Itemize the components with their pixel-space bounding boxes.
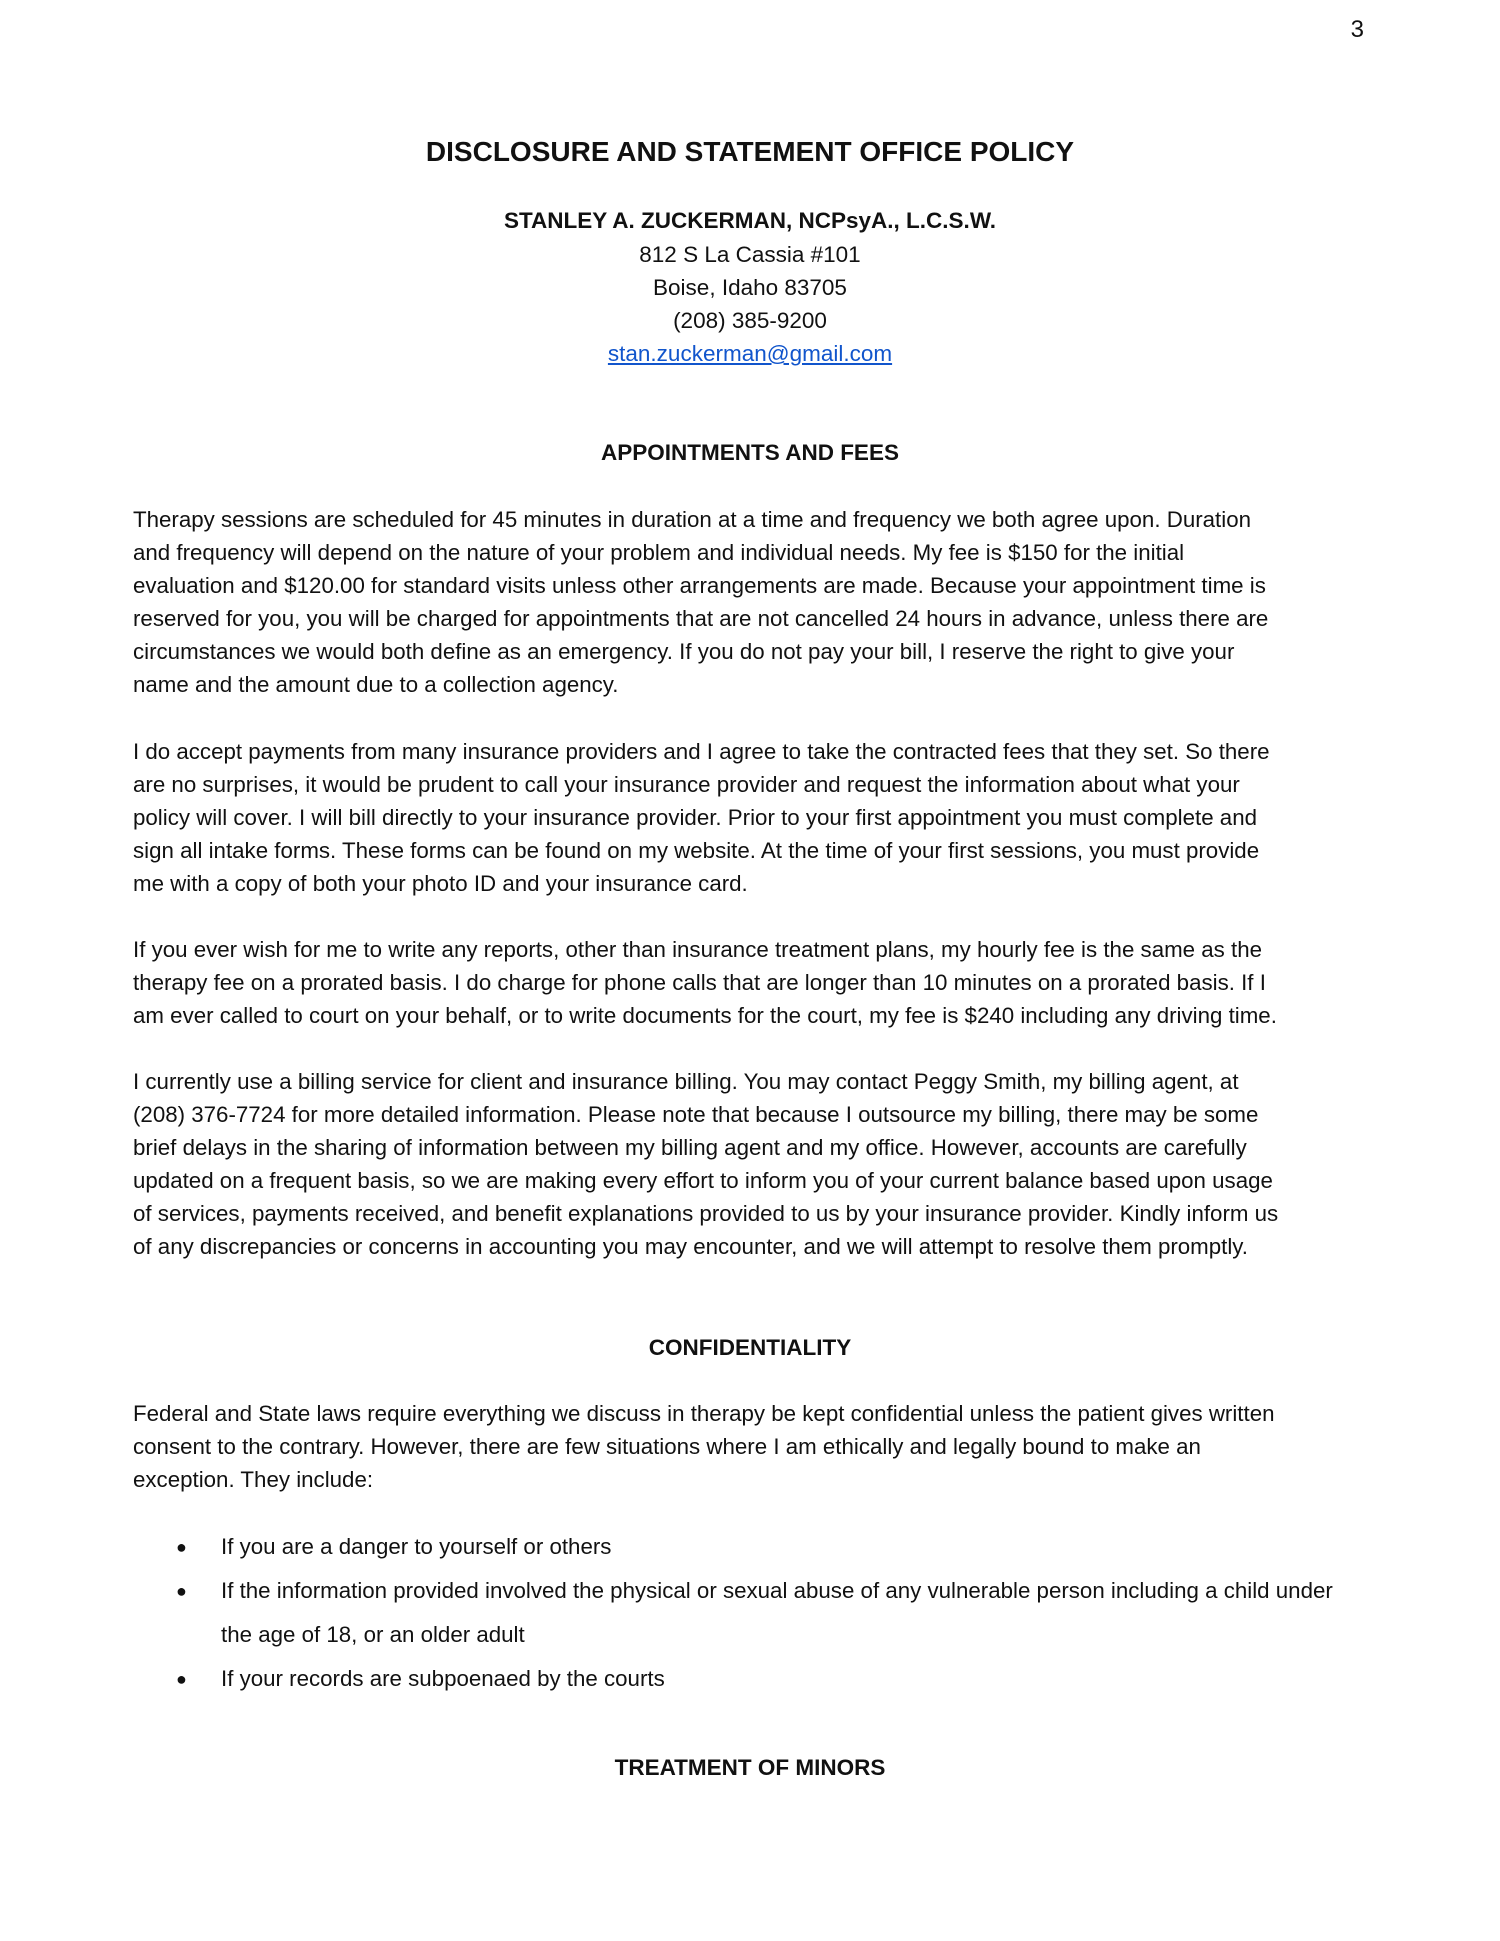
text-line: therapy fee on a prorated basis. I do charge for phone calls that are longer than 10 minutes on a prorated basis. If I (133, 970, 1266, 995)
text-line: am ever called to court on your behalf, or to write documents for the court, my fee is $240 including any driving time. (133, 1003, 1277, 1028)
appointments-paragraph-4 (133, 1065, 1373, 1263)
text-line: me with a copy of both your photo ID and your insurance card. (133, 871, 748, 896)
appointments-paragraph-1 (133, 503, 1373, 701)
text-line: updated on a frequent basis, so we are making every effort to inform you of your current balance based upon usage (133, 1168, 1273, 1193)
text-line: policy will cover. I will bill directly to your insurance provider. Prior to your first appointment you must complete and (133, 805, 1257, 830)
list-item (133, 1525, 1373, 1569)
list-item-text: If you are a danger to yourself or others (221, 1534, 612, 1559)
text-line: name and the amount due to a collection agency. (133, 672, 619, 697)
appointments-paragraph-3 (133, 933, 1373, 1032)
treatment-of-minors-heading: TREATMENT OF MINORS (614, 1755, 886, 1780)
exceptions-list (133, 1525, 1373, 1701)
bullet-icon: ● (176, 1581, 187, 1601)
text-line: brief delays in the sharing of information between my billing agent and my office. However, accounts are carefully (133, 1135, 1247, 1160)
list-item (133, 1657, 1373, 1701)
text-line: I do accept payments from many insurance providers and I agree to take the contracted fees that they set. So there (133, 739, 1270, 764)
confidentiality-heading: CONFIDENTIALITY (648, 1335, 852, 1360)
text-line: reserved for you, you will be charged for appointments that are not cancelled 24 hours in advance, unless there are (133, 606, 1269, 631)
text-line: sign all intake forms. These forms can be found on my website. At the time of your first sessions, you must provide (133, 838, 1260, 863)
practitioner-name: STANLEY A. ZUCKERMAN, NCPsyA., L.C.S.W. (503, 208, 997, 233)
list-item-text: If the information provided involved the physical or sexual abuse of any vulnerable person including a child under the age of 18, or an older adult (221, 1578, 1333, 1647)
list-item-text: If your records are subpoenaed by the courts (221, 1666, 665, 1691)
phone-number: (208) 385-9200 (673, 308, 827, 333)
bullet-icon: ● (176, 1669, 187, 1689)
text-line: Therapy sessions are scheduled for 45 minutes in duration at a time and frequency we both agree upon. Duration (133, 507, 1251, 532)
confidentiality-paragraph (133, 1397, 1373, 1496)
address-line-1: 812 S La Cassia #101 (639, 242, 861, 267)
text-line: and frequency will depend on the nature of your problem and individual needs. My fee is $150 for the initial (133, 540, 1185, 565)
list-item (133, 1569, 1373, 1657)
text-line: are no surprises, it would be prudent to call your insurance provider and request the information about what your (133, 772, 1240, 797)
text-line: (208) 376-7724 for more detailed information. Please note that because I outsource my billing, there may be some (133, 1102, 1259, 1127)
text-line: evaluation and $120.00 for standard visits unless other arrangements are made. Because your appointment time is (133, 573, 1266, 598)
appointments-heading: APPOINTMENTS AND FEES (601, 440, 899, 465)
address-line-2: Boise, Idaho 83705 (653, 275, 847, 300)
text-line: If you ever wish for me to write any reports, other than insurance treatment plans, my hourly fee is the same as the (133, 937, 1262, 962)
document-title: DISCLOSURE AND STATEMENT OFFICE POLICY (425, 136, 1075, 167)
appointments-paragraph-2 (133, 735, 1373, 900)
text-line: exception. They include: (133, 1467, 374, 1492)
text-line: I currently use a billing service for client and insurance billing. You may contact Peggy Smith, my billing agent, at (133, 1069, 1239, 1094)
bullet-icon: ● (176, 1537, 187, 1557)
text-line: of services, payments received, and benefit explanations provided to us by your insurance provider. Kindly inform us (133, 1201, 1279, 1226)
text-line: Federal and State laws require everything we discuss in therapy be kept confidential unless the patient gives written (133, 1401, 1275, 1426)
page-number: 3 (1350, 16, 1364, 43)
text-line: circumstances we would both define as an emergency. If you do not pay your bill, I reserve the right to give your (133, 639, 1235, 664)
email-link[interactable]: stan.zuckerman@gmail.com (607, 341, 893, 366)
text-line: of any discrepancies or concerns in accounting you may encounter, and we will attempt to resolve them promptly. (133, 1234, 1248, 1259)
text-line: consent to the contrary. However, there are few situations where I am ethically and legally bound to make an (133, 1434, 1201, 1459)
